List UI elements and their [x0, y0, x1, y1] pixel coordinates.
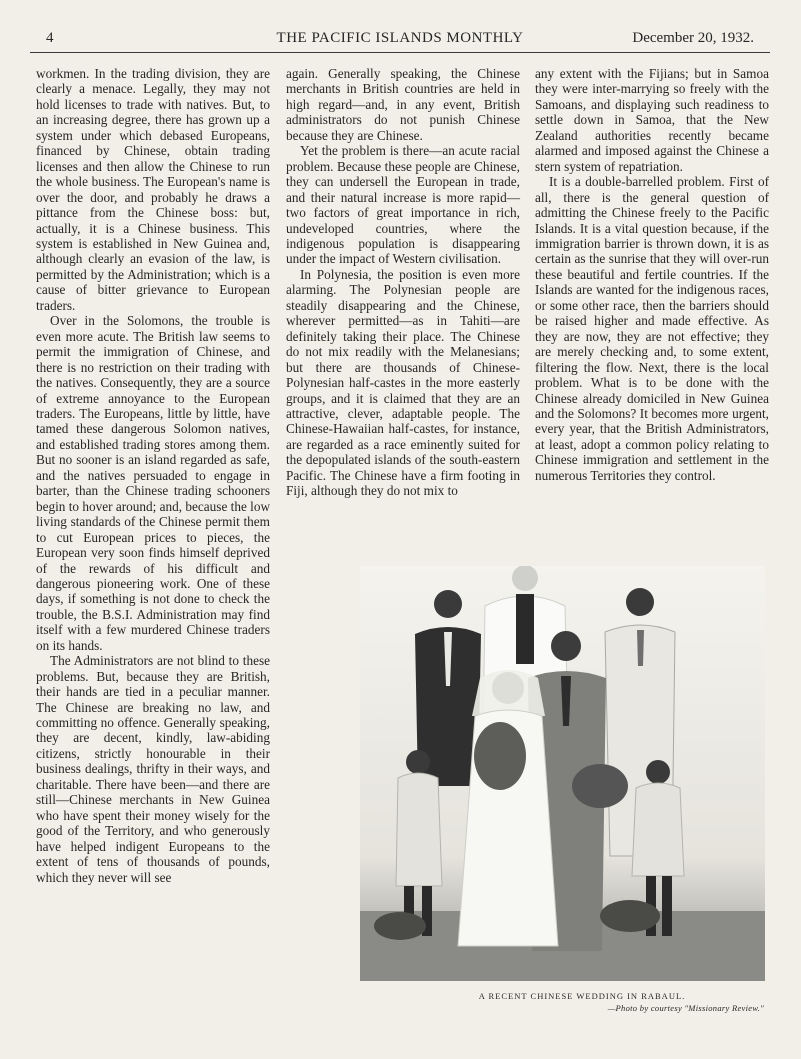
paragraph: It is a double-barrelled problem. First of all, there is the general question of admitting the Chinese freely to the Pacific Islands. It is a vital question because, if the immigration barrier is thrown down, it is as certain as the sunrise that they will over-run these beautiful and fertile countries. If the Islands are wanted for the indigenous races, or some other race, then the barriers should be raised higher and made effective. As they are now, they are not effective; they are merely checking and, to some extent, filtering the flow. Next, there is the local problem. What is to be done with the Chinese already domiciled in New Guinea and the Solomons? It becomes more urgent, every year, that the British Administrators, at least, adopt a common policy relating to Chinese immigration and settlement in the numerous Territories they control. [535, 174, 769, 483]
column-3 [535, 66, 769, 483]
wedding-photo [360, 566, 765, 981]
paragraph: In Polynesia, the position is even more alarming. The Polynesian people are steadily disappearing and the Chinese, wherever permitted—as in Tahiti—are definitely taking their place. The Chinese do not mix readily with the Melanesians; but there are thousands of Chinese-Polynesian half-castes in the more easterly groups, and it is claimed that they are an attractive, clever, adaptable people. The Chinese-Hawaiian half-castes, for instance, are regarded as a race eminently suited for the depopulated islands of the south-eastern Pacific. The Chinese have a firm footing in Fiji, although they do not mix to [286, 266, 520, 499]
paragraph: Over in the Solomons, the trouble is even more acute. The British law seems to permit the immigration of Chinese, and there is no restriction on their trading with the natives. Consequently, they are a source of extreme annoyance to the European traders. The Europeans, little by little, have tamed these dangerous Solomon natives, and established trading stores among them. But no sooner is an island regarded as safe, and the natives persuaded to engage in barter, than the Chinese trading schooners begin to hover around; and, because the low living standards of the Chinese permit them to cut European prices to pieces, the European very soon finds himself deprived of the rewards of his difficult and dangerous pioneering work. One of these days, if something is not done to check the trouble, the B.S.I. Administration may find itself with a few murdered Chinese traders on its hands. [36, 313, 271, 653]
paragraph: workmen. In the trading division, they are clearly a menace. Legally, they may not hold licenses to trade with natives. But, to an increasing degree, there has grown up a system under which debased Europeans, financed by Chinese, obtain trading licenses and then allow the Chinese to run the whole business. The European's name is over the door, and probably he draws a pittance from the Chinese boss: but, actually, it is a Chinese business. This system is established in New Guinea and, although clearly an evasion of the law, is permitted by the Administration; which is a cause of bitter grievance to European traders. [36, 66, 270, 313]
paragraph: Yet the problem is there—an acute racial problem. Because these people are Chinese, they can undersell the European in trade, and their natural increase is more rapid—two factors of great importance in rich, undeveloped countries, where the indigenous population is disappearing under the impact of Western civilisation. [286, 143, 520, 267]
column-1 [36, 66, 270, 885]
page-header [30, 24, 770, 53]
column-2 [286, 66, 520, 499]
issue-date: December 20, 1932. [632, 30, 754, 46]
paragraph: any extent with the Fijians; but in Samoa they were inter-marrying so freely with the Samoans, and displaying such readiness to settle down in Samoa, that the New Zealand authorities recently became alarmed and imposed against the Chinese a stern system of repatriation. [535, 66, 769, 174]
paragraph: The Administrators are not blind to these problems. But, because they are British, their hands are tied in a peculiar manner. The Chinese are breaking no law, and committing no offence. Generally speaking, they are decent, kindly, law-abiding citizens, strictly honourable in their business dealings, thrifty in their ways, and charitable. There have been—and there are still—Chinese merchants in New Guinea who have spent their money wisely for the good of the Territory, and who generously have helped indigent Europeans to the extent of tens of thousands of pounds, which they never will see [36, 653, 270, 885]
wedding-photo-illustration [360, 566, 765, 981]
page-number: 4 [46, 30, 54, 46]
publication-title: THE PACIFIC ISLANDS MONTHLY [276, 30, 524, 46]
photo-caption: A RECENT CHINESE WEDDING IN RABAUL. [478, 991, 686, 1001]
paragraph: again. Generally speaking, the Chinese merchants in British countries are held in high regard—and, in any event, British administrators do not punish Chinese because they are Chinese. [286, 66, 520, 143]
photo-credit: —Photo by courtesy "Missionary Review." [607, 1003, 764, 1013]
